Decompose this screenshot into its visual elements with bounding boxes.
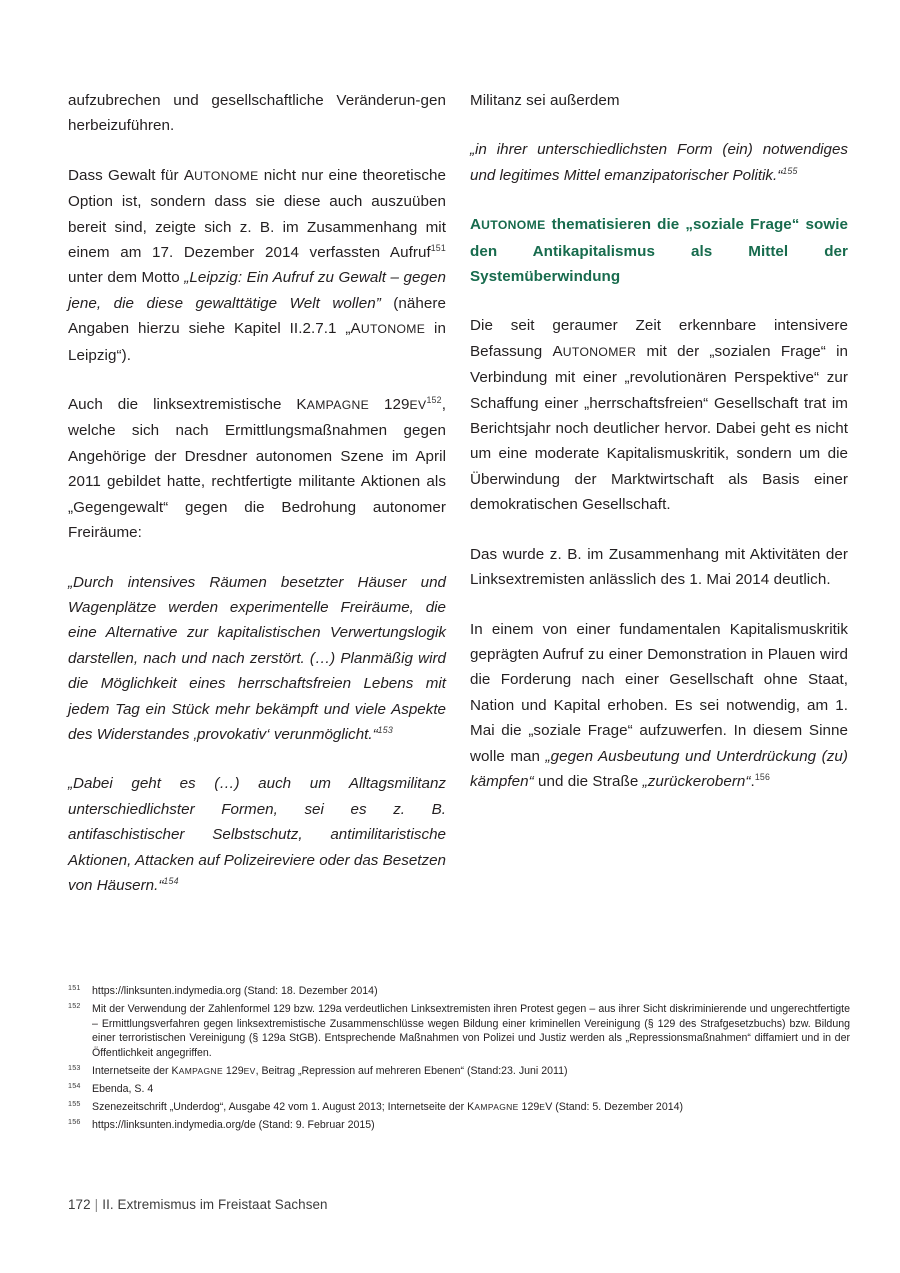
footnote-156 [68, 1118, 850, 1133]
footnote-text: https://linksunten.indymedia.org (Stand: 18. Dezember 2014) [92, 985, 378, 997]
quoted-text: „Dabei geht es (…) auch um Alltagsmilitanz unterschiedlichster Formen, sei es z. B. antifaschistischer Selbstschutz, antimilitaristische Aktionen, Attacken auf Polizeireviere oder das Besetzen von Häusern.“ [68, 775, 446, 894]
smallcaps-term: EV [409, 398, 427, 413]
smallcaps-term: AUTONOMER [552, 342, 637, 360]
smallcaps-term: E [539, 1102, 546, 1113]
footnote-text: Szenezeitschrift „Underdog“, Ausgabe 42 vom 1. August 2013; Internetseite der KAMPAGNE 129EV (Stand: 5. Dezember 2014) [92, 1101, 684, 1114]
footer-separator: | [94, 1197, 99, 1212]
quote-in-ihrer-unterschiedlichsten-form [470, 137, 848, 188]
smallcaps-term: KAMPAGNE [467, 1101, 519, 1114]
para-das-wurde-zb: Das wurde z. B. im Zusammenhang mit Aktivitäten der Linksextremisten anlässlich des 1. Mai 2014 deutlich. [470, 545, 848, 589]
footer-chapter-title: II. Extremismus im Freistaat Sachsen [102, 1197, 328, 1212]
footnote-marker[interactable]: 155 [782, 165, 798, 176]
smallcaps-term: KAMPAGNE [296, 396, 370, 414]
smallcaps-term: EV [243, 1065, 256, 1076]
smallcaps-term: AUTONOME [183, 166, 259, 184]
smallcaps-term: AUTONOME [350, 320, 426, 338]
quoted-text: „in ihrer unterschiedlichsten Form (ein) notwendiges und legitimes Mittel emanzipatorischer Politik.“ [470, 141, 848, 184]
footnote-152 [68, 1002, 850, 1060]
quote-dabei-geht-es [68, 771, 446, 898]
footnote-number: 152 [68, 1001, 81, 1011]
footnote-155 [68, 1100, 850, 1115]
quoted-text: „Leipzig: Ein Aufruf zu Gewalt – gegen jene, die diese gewalttätige Welt wollen” [68, 269, 446, 312]
para-aufzubrechen: aufzubrechen und gesellschaftliche Veränderun-gen herbeizuführen. [68, 92, 446, 135]
footnote-151 [68, 984, 850, 999]
right-column [470, 88, 848, 948]
footnote-marker[interactable]: 153 [377, 724, 393, 735]
footnote-number: 154 [68, 1081, 81, 1091]
quote-durch-intensives-raeumen [68, 570, 446, 748]
para-kampagne-129ev: Auch die linksextremistische KAMPAGNE 129EV$^{152}$, welche sich nach Ermittlungsmaßnahmen gegen Angehörige der Dresdner autonomen Szene im April 2011 gebildet hatte, rechtfertigte militante Aktionen als „Gegengewalt“ gegen die Bedrohung autonomer Freiräume: [68, 395, 446, 542]
two-column-text-body [68, 88, 848, 948]
page-number: 172 [68, 1197, 91, 1212]
footnote-marker[interactable]: 154 [163, 875, 179, 886]
footnote-text: Mit der Verwendung der Zahlenformel 129 bzw. 129a verdeutlichen Linksextremisten ihren Protest gegen – aus ihrer Sicht diskriminierende und ungerechtfertigte – Ermittlungsverfahren gegen linksextremistische Zusammenschlüsse wegen Bildung einer kriminellen Vereinigung (§ 129 des Strafgesetzbuchs) bzw. Bildung einer terroristischen Vereinigung (§ 129a StGB). Entsprechende Maßnahmen von Polizei und Justiz werden als „Repressionsmaßnahmen“ diffamiert und in der Öffentlichkeit angegriffen. [92, 1003, 850, 1059]
page-footer [68, 1196, 328, 1214]
para-in-einem-von-einer: In einem von einer fundamentalen Kapitalismuskritik geprägten Aufruf zu einer Demonstration in Plauen wird die Forderung nach einer Gesellschaft ohne Staat, Nation und Kapital erhoben. Es sei notwendig, am 1. Mai die „soziale Frage“ aufzuwerfen. In diesem Sinne wolle man „gegen Ausbeutung und Unterdrückung (zu) kämpfen“ und die Straße „zurückerobern“.$^{156}$ [470, 620, 848, 790]
heading-soziale-frage: AUTONOME thematisieren die „soziale Frage“ sowie den Antikapitalismus als Mittel der Systemüberwindung [470, 216, 848, 286]
footnote-marker[interactable]: 152 [426, 395, 442, 405]
footnote-154 [68, 1082, 850, 1097]
footnote-number: 153 [68, 1062, 81, 1072]
footnote-marker[interactable]: 151 [430, 242, 446, 253]
quoted-text: „zurückerobern“ [642, 772, 751, 790]
footnote-marker[interactable]: 156 [754, 771, 771, 782]
footnote-153 [68, 1064, 850, 1079]
quoted-text: „Durch intensives Räumen besetzter Häuser und Wagenplätze werden experimentelle Freiräume, die eine Alternative zur kapitalistischen Verwertungslogik darstellen, nach und nach zerstört. (…) Planmäßig wird die Möglichkeit eines herrschaftsfreien Lebens mit jedem Tag ein Stück mehr bekämpft und viele Aspekte des Widerstandes ‚provokativ‘ verunmöglicht.“ [68, 573, 446, 743]
footnote-number: 156 [68, 1117, 81, 1127]
footnote-number: 155 [68, 1099, 81, 1109]
footnote-number: 151 [68, 983, 81, 992]
smallcaps-term: AUTONOME [470, 216, 546, 234]
left-column [68, 88, 446, 948]
para-militanz-sei: Militanz sei außerdem [470, 92, 620, 109]
footnote-list [68, 984, 850, 1136]
smallcaps-term: KAMPAGNE [171, 1064, 223, 1077]
quoted-text: „gegen Ausbeutung und Unterdrückung (zu) kämpfen“ [470, 747, 848, 790]
para-dass-gewalt: Dass Gewalt für AUTONOME nicht nur eine theoretische Option ist, sondern dass sie diese auch auszuüben bereit sind, zeigte sich z. B. im Zusammenhang mit einem am 17. Dezember 2014 verfassten Aufruf$^{151}$ unter dem Motto „Leipzig: Ein Aufruf zu Gewalt – gegen jene, die diese gewalttätige Welt wollen” (nähere Angaben hierzu siehe Kapitel II.2.7.1 „AUTONOME in Leipzig“). [68, 166, 446, 364]
para-die-seit-geraumer-zeit: Die seit geraumer Zeit erkennbare intensivere Befassung AUTONOMER mit der „sozialen Frage“ in Verbindung mit einer „revolutionären Perspektive“ zur Schaffung einer „herrschaftsfreien“ Gesellschaft trat im Berichtsjahr noch deutlicher hervor. Dabei geht es nicht um eine moderate Kapitalismuskritik, sondern um die Überwindung der Marktwirtschaft als Basis einer demokratischen Gesellschaft. [470, 317, 848, 514]
footnote-text: Ebenda, S. 4 [92, 1083, 154, 1096]
footnote-text: https://linksunten.indymedia.org/de (Stand: 9. Februar 2015) [92, 1119, 375, 1132]
footnote-text: Internetseite der KAMPAGNE 129EV, Beitrag „Repression auf mehreren Ebenen“ (Stand:23. Juni 2011) [92, 1064, 568, 1077]
